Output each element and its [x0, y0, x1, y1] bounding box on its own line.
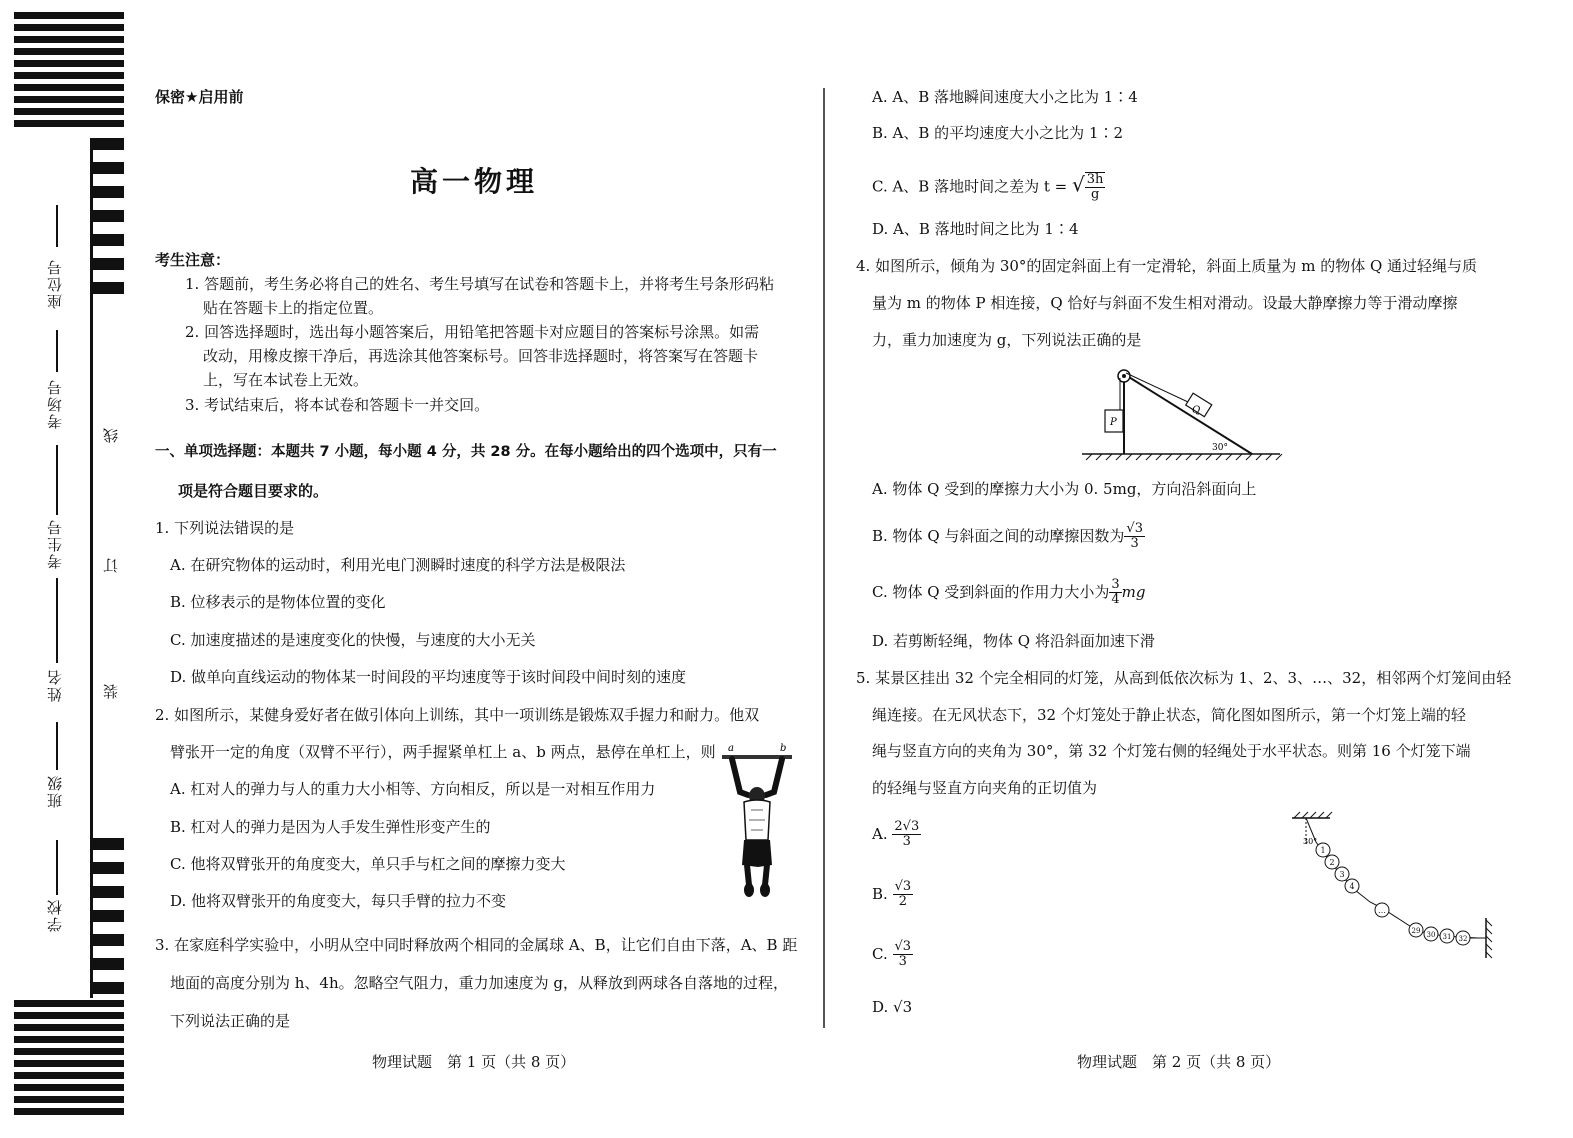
barcode-top — [14, 12, 124, 132]
lantern-label: 1 — [1320, 846, 1326, 855]
fraction-numerator: 3h — [1086, 172, 1104, 187]
q4-stem-cont: 量为 m 的物体 P 相连接，Q 恰好与斜面不发生相对滑动。设最大静摩擦力等于滑动摩擦 — [872, 294, 1458, 312]
q3-stem-cont: 地面的高度分别为 h、4h。忽略空气阻力，重力加速度为 g，从释放到两球各自落地的过程， — [170, 974, 789, 992]
section-heading-cont: 项是符合题目要求的。 — [178, 482, 329, 500]
label-Q: Q — [1192, 405, 1201, 416]
q3-option: A. A、B 落地瞬间速度大小之比为 1∶4 — [872, 88, 1138, 106]
q5-stem-cont: 绳与竖直方向的夹角为 30°，第 32 个灯笼右侧的轻绳处于水平状态。则第 16 个灯笼下端 — [872, 742, 1471, 760]
q3-option: B. A、B 的平均速度大小之比为 1∶2 — [872, 124, 1124, 142]
q4-option: B. 物体 Q 与斜面之间的动摩擦因数为 $\frac{√3}{3}$ — [872, 521, 1143, 552]
q4-stem-cont: 力，重力加速度为 g，下列说法正确的是 — [872, 331, 1142, 349]
lantern-label: 30 — [1426, 931, 1436, 939]
field-line-seat — [56, 205, 58, 247]
footer-right: 物理试题 第 2 页（共 8 页） — [1077, 1053, 1281, 1071]
q5-option: D. √3 — [872, 998, 913, 1016]
secret-label: 保密★启用前 — [155, 88, 244, 106]
cut-mark-pack: 装 — [102, 684, 120, 699]
cut-mark-line: 线 — [102, 428, 120, 443]
notice-line: 1. 答题前，考生务必将自己的姓名、考生号填写在试卷和答题卡上，并将考生号条形码粘 — [185, 275, 775, 293]
label-P: P — [1110, 417, 1117, 428]
lantern-label: 32 — [1458, 935, 1468, 943]
q3-option: D. A、B 落地时间之比为 1∶4 — [872, 220, 1079, 238]
notice-line: 贴在答题卡上的指定位置。 — [203, 299, 384, 317]
q5-option: C. $\frac{√3}{3}$ — [872, 939, 912, 970]
notice-heading: 考生注意： — [155, 251, 231, 269]
lantern-label: 3 — [1339, 870, 1345, 879]
q4-option: D. 若剪断轻绳，物体 Q 将沿斜面加速下滑 — [872, 632, 1155, 650]
q2-option: B. 杠对人的弹力是因为人手发生弹性形变产生的 — [170, 818, 491, 836]
field-line-class — [56, 722, 58, 770]
fraction-denominator: g — [1090, 187, 1100, 203]
lantern-label: 29 — [1411, 927, 1421, 935]
pullup-figure — [718, 740, 796, 900]
field-line-room — [56, 330, 58, 372]
q5-stem-cont: 的轻绳与竖直方向夹角的正切值为 — [872, 779, 1098, 797]
notice-line: 上，写在本试卷上无效。 — [203, 371, 369, 389]
lantern-label: … — [1378, 906, 1386, 915]
q4-option: A. 物体 Q 受到的摩擦力大小为 0. 5mg，方向沿斜面向上 — [872, 480, 1257, 498]
q2-stem: 2. 如图所示，某健身爱好者在做引体向上训练，其中一项训练是锻炼双手握力和耐力。他双 — [155, 706, 760, 724]
notice-line: 改动，用橡皮擦干净后，再选涂其他答案标号。回答非选择题时，将答案写在答题卡 — [203, 347, 759, 365]
label-angle: 30° — [1303, 837, 1318, 846]
field-label-id: 考生号 — [46, 518, 64, 569]
q1-option: D. 做单向直线运动的物体某一时间段的平均速度等于该时间段中间时刻的速度 — [170, 668, 687, 686]
label-b: b — [780, 743, 787, 754]
field-line-id — [56, 445, 58, 515]
page-title: 高一物理 — [410, 165, 539, 198]
notice-line: 2. 回答选择题时，选出每小题答案后，用铅笔把答题卡对应题目的答案标号涂黑。如需 — [185, 323, 760, 341]
label-a: a — [728, 743, 734, 754]
barcode-bottom — [14, 1000, 124, 1120]
section-heading: 一、单项选择题：本题共 7 小题，每小题 4 分，共 28 分。在每小题给出的四个选项中，只有一 — [155, 444, 777, 460]
q2-stem-cont: 臂张开一定的角度（双臂不平行），两手握紧单杠上 a、b 两点，悬停在单杠上，则 — [170, 743, 716, 761]
q1-option: B. 位移表示的是物体位置的变化 — [170, 593, 386, 611]
notice-line: 3. 考试结束后，将本试卷和答题卡一并交回。 — [185, 396, 490, 414]
lantern-label: 31 — [1442, 933, 1452, 941]
q4-option: C. 物体 Q 受到斜面的作用力大小为 $\frac{3}{4}$ mg — [872, 577, 1146, 608]
q1-option: A. 在研究物体的运动时，利用光电门测瞬时速度的科学方法是极限法 — [170, 556, 626, 574]
field-label-seat: 座位号 — [46, 258, 64, 309]
q5-option: A. $\frac{2√3}{3}$ — [872, 819, 920, 850]
q2-option: D. 他将双臂张开的角度变大，每只手臂的拉力不变 — [170, 892, 507, 910]
q5-stem: 5. 某景区挂出 32 个完全相同的灯笼，从高到低依次标为 1、2、3、…、32，相邻两个灯笼间由轻 — [856, 669, 1512, 687]
cut-mark-bind: 订 — [102, 558, 120, 573]
field-label-name: 姓名 — [46, 668, 64, 702]
q5-option: B. $\frac{√3}{2}$ — [872, 879, 912, 910]
lantern-label: 4 — [1349, 882, 1355, 891]
field-line-school — [56, 840, 58, 895]
lantern-figure — [1290, 810, 1500, 970]
field-line-name — [56, 578, 58, 663]
q2-option: A. 杠对人的弹力与人的重力大小相等、方向相反，所以是一对相互作用力 — [170, 780, 656, 798]
q1-option: C. 加速度描述的是速度变化的快慢，与速度的大小无关 — [170, 631, 536, 649]
q2-option: C. 他将双臂张开的角度变大，单只手与杠之间的摩擦力变大 — [170, 855, 566, 873]
footer-left: 物理试题 第 1 页（共 8 页） — [372, 1053, 576, 1071]
label-angle: 30° — [1212, 443, 1228, 453]
field-label-school: 学校 — [46, 898, 64, 932]
field-label-class: 班级 — [46, 774, 64, 808]
incline-figure — [1080, 362, 1285, 462]
q3-stem-cont: 下列说法正确的是 — [170, 1012, 291, 1030]
q3-option: C. A、B 落地时间之差为 t = √ $\frac{3h}{g}$ — [872, 172, 1104, 203]
q3-stem: 3. 在家庭科学实验中，小明从空中同时释放两个相同的金属球 A、B，让它们自由下落，A、B 距 — [155, 936, 798, 954]
page-divider — [823, 88, 825, 1028]
q1-stem: 1. 下列说法错误的是 — [155, 519, 295, 537]
lantern-label: 2 — [1329, 858, 1335, 867]
field-label-room: 考场号 — [46, 378, 64, 429]
q5-stem-cont: 绳连接。在无风状态下，32 个灯笼处于静止状态，简化图如图所示，第一个灯笼上端的轻 — [872, 706, 1466, 724]
q4-stem: 4. 如图所示，倾角为 30°的固定斜面上有一定滑轮，斜面上质量为 m 的物体 Q 通过轻绳与质 — [856, 257, 1478, 275]
